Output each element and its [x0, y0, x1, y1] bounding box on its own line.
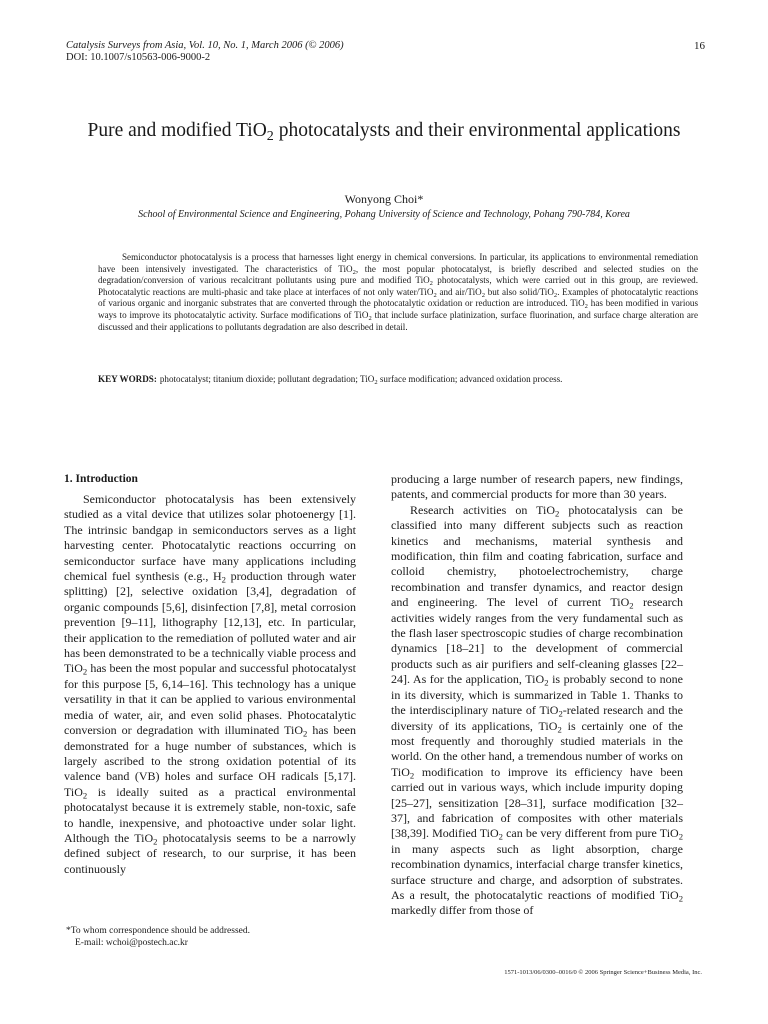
doi: DOI: 10.1007/s10563-006-9000-2	[66, 52, 211, 63]
author: Wonyong Choi*	[344, 192, 424, 206]
subscript: 2	[544, 677, 549, 688]
research-paragraph	[391, 503, 683, 919]
body-text: modification to improve its efficiency have been carried out in various ways, which include impurity doping [25–27], sensitization [28–31], surface modification [32–37], and fabrication of composites with other materials [38,39]. Modified TiO	[391, 764, 683, 841]
intro-paragraph	[64, 492, 356, 877]
title-subscript: 2	[266, 127, 274, 144]
subscript: 2	[678, 893, 683, 904]
body-text: production through water splitting) [2], selective oxidation [3,4], degradation of organic compounds [5,6], disinfection [7,8], metal corrosion prevention [9–11], lithography [12,13], etc. In particular, their application to the remediation of polluted water and air has been demonstrated to be a technically viable process and TiO	[64, 569, 356, 676]
body-text: photocatalysis can be classified into many different subjects such as reaction kinetics and mechanisms, material synthesis and modification, thin film and coating fabrication, surface and colloid chemistry, photoelectrochemistry, charge recombination and transfer dynamics, and reactor design and engineering. The level of current TiO	[391, 502, 683, 610]
abstract-text: that include surface platinization, surface fluorination, and surface charge alteration are discussed and their applications to pollutants degradation are also described in detail.	[98, 309, 698, 332]
subscript: 2	[498, 831, 503, 842]
body-text: in many aspects such as light absorption, charge recombination dynamics, interfacial charge transfer kinetics, surface structure and charge, and adsorption of substrates. As a result, the photocatalytic reactions of modified TiO	[391, 841, 683, 902]
abstract-subscript: 2	[584, 303, 588, 311]
abstract-subscript: 2	[481, 291, 486, 299]
subscript: 2	[558, 708, 563, 719]
abstract-subscript: 2	[553, 291, 558, 299]
abstract-text: . Examples of photocatalytic reactions of various organic and inorganic substrates that are converted through the photocatalytic oxidation or reduction are introduced. TiO	[98, 286, 698, 309]
abstract-text: and air/TiO	[436, 286, 482, 297]
subscript: 2	[678, 831, 684, 842]
keywords-subscript: 2	[374, 378, 378, 386]
abstract-text: photocatalysts, which were carried out in this group, are reviewed. Photocatalytic reactions are multi-phasic and take place at interfaces of not only water/TiO	[98, 275, 698, 297]
body-text: is probably second to none in its diversity, which is summarized in Table 1. Thanks to the interdisciplinary nature of TiO	[391, 672, 683, 718]
body-text: markedly differ from those of	[391, 903, 534, 918]
abstract-text: has been modified in various ways to improve its photocatalytic activity. Surface modifications of TiO	[98, 298, 698, 320]
body-text: has been demonstrated for a huge number of substances, which is largely ascribed to the strong oxidation potential of its valence band (VB) holes and surface OH radicals [5,17]. TiO	[64, 723, 356, 799]
body-text: -related research and the diversity of its applications, TiO	[391, 703, 683, 733]
title-part-1: Pure and modified TiO	[87, 120, 267, 141]
body-text: is certainly one of the most frequently and thoroughly studied materials in the world. On the other hand, a tremendous number of works on TiO	[391, 718, 683, 779]
right-column	[391, 472, 683, 919]
abstract-subscript: 2	[429, 280, 433, 288]
subscript: 2	[557, 723, 562, 734]
body-text: Semiconductor photocatalysis has been extensively studied as a vital device that utilizes solar photoenergy [1]. The intrinsic bandgap in semiconductors serves as a light harvesting center. Photocatalytic reactions occurring on semiconductor surface have many applications including chemical fuel synthesis (e.g., H	[64, 492, 356, 584]
paper-title	[66, 118, 702, 144]
abstract-text: , the most popular photocatalyst, is briefly described and selected studies on the degradation/conversion of various recalcitrant pollutants using pure and modified TiO	[98, 263, 698, 286]
abstract-text: Semiconductor photocatalysis is a process that harnesses light energy in chemical conversions. In particular, its applications to environmental remediation have been intensively investigated. The characteristics of TiO	[98, 252, 698, 274]
section-heading: 1. Introduction	[64, 473, 138, 485]
body-text: is ideally suited as a practical environmental photocatalyst because it is extremely stable, non-toxic, safe to handle, inexpensive, and photoactive under solar light. Although the TiO	[64, 784, 356, 845]
abstract-subscript: 2	[352, 268, 356, 276]
abstract	[98, 252, 698, 333]
subscript: 2	[303, 728, 308, 739]
keywords-text: surface modification; advanced oxidation process.	[377, 374, 563, 384]
journal-reference: Catalysis Surveys from Asia, Vol. 10, No. 1, March 2006 (© 2006)	[66, 40, 344, 51]
affiliation: School of Environmental Science and Engineering, Pohang University of Science and Technology, Pohang 790-784, Korea	[138, 209, 630, 220]
keywords-text: photocatalyst; titanium dioxide; pollutant degradation; TiO	[159, 374, 375, 384]
abstract-text: but also solid/TiO	[485, 286, 554, 297]
body-text: photocatalysis seems to be a narrowly defined subject of research, to our surprise, it has been continuously	[64, 830, 356, 876]
subscript: 2	[82, 790, 88, 801]
footnote-email: E-mail: wchoi@postech.ac.kr	[75, 938, 188, 948]
subscript: 2	[629, 600, 634, 611]
page-number: 16	[694, 40, 705, 52]
copyright-line: 1571-1013/06/0300–0016/0 © 2006 Springer Science+Business Media, Inc.	[504, 969, 702, 976]
subscript: 2	[409, 770, 415, 781]
body-text: has been the most popular and successful photocatalyst for this purpose [5, 6,14–16]. This technology has a unique versatility in that it can be applied to various environmental media of water, air, and even solid phases. Photocatalytic conversion or degradation with illuminated TiO	[64, 661, 356, 738]
title-part-2: photocatalysts and their environmental applications	[273, 120, 681, 141]
abstract-subscript: 2	[368, 314, 372, 322]
abstract-subscript: 2	[433, 291, 437, 299]
subscript: 2	[555, 508, 560, 519]
subscript: 2	[153, 836, 158, 847]
keywords-label: KEY WORDS:	[98, 374, 157, 384]
continuation-paragraph: producing a large number of research papers, new findings, patents, and commercial products for more than 30 years.	[391, 472, 683, 502]
keywords	[98, 374, 698, 386]
left-column	[64, 472, 356, 877]
subscript: 2	[82, 666, 88, 677]
footnote	[66, 925, 356, 949]
footnote-correspondence: *To whom correspondence should be addressed.	[66, 926, 251, 936]
body-text: can be very different from pure TiO	[502, 826, 679, 841]
subscript: 2	[221, 574, 226, 585]
body-text: research activities widely ranges from the very fundamental such as the flash laser spectroscopic studies of charge recombination dynamics [18–21] to the development of commercial products such as air purifiers and self-cleaning glasses [22–24]. As for the application, TiO	[391, 595, 683, 687]
body-text: Research activities on TiO	[410, 502, 556, 517]
